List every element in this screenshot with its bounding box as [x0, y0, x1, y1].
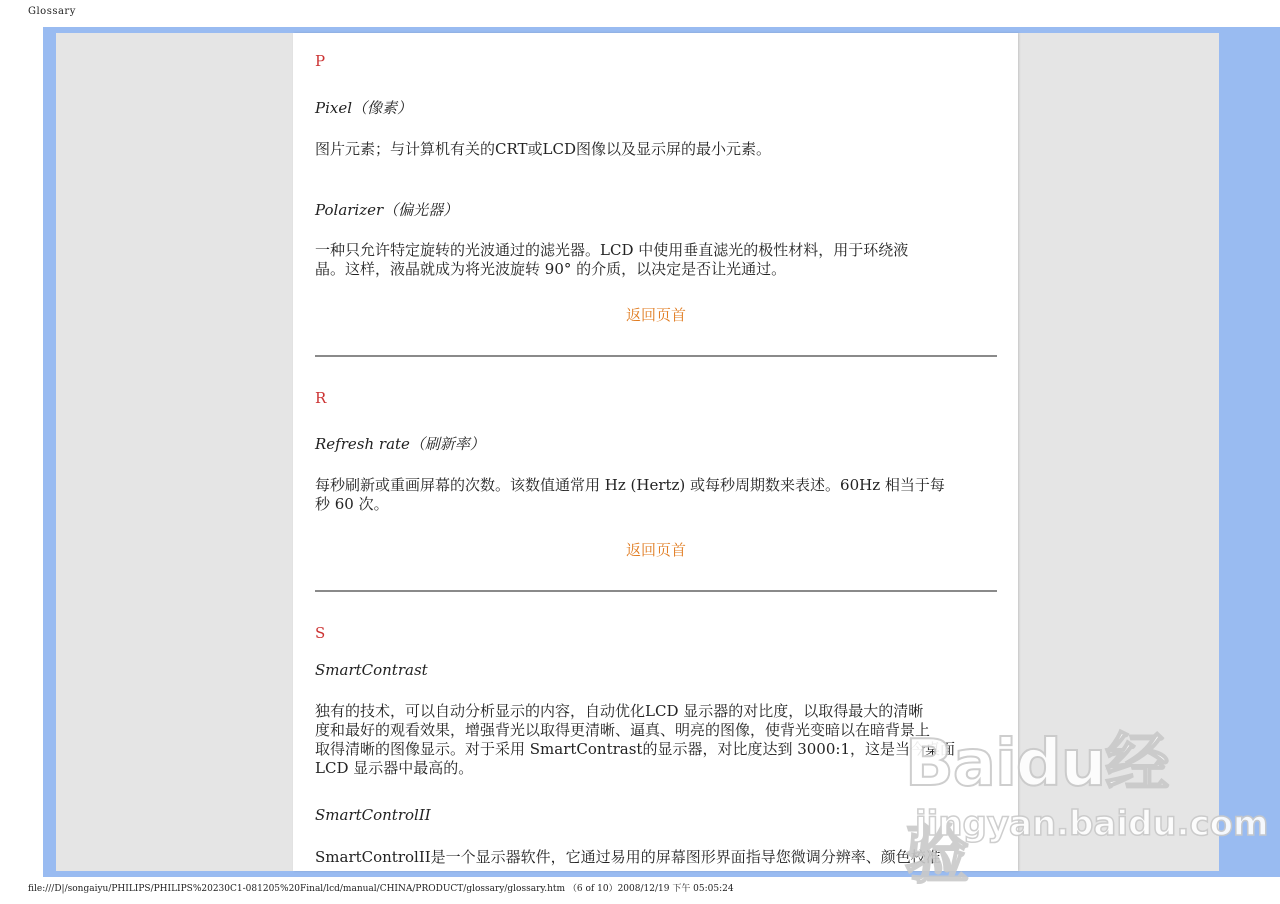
section-letter-p: P	[315, 52, 326, 70]
term-polarizer: Polarizer（偏光器）	[315, 201, 459, 219]
desc-line: 秒 60 次。	[315, 495, 389, 513]
section-letter-s: S	[315, 624, 326, 642]
print-footer: file:///D|/songaiyu/PHILIPS/PHILIPS%20230C1-081205%20Final/lcd/manual/CHINA/PRODUCT/glossary/glossary.htm （6 of 10）2008/12/19 下午 05:05:24	[28, 884, 734, 894]
desc-refresh-rate	[315, 476, 997, 514]
desc-line: 每秒刷新或重画屏幕的次数。该数值通常用 Hz (Hertz) 或每秒周期数来表述。60Hz 相当于每	[315, 476, 945, 494]
desc-line: LCD 显示器中最高的。	[315, 759, 474, 777]
term-smartcontrast: SmartContrast	[315, 661, 428, 679]
term-refresh-rate: Refresh rate（刷新率）	[315, 435, 485, 453]
desc-line: 晶。这样，液晶就成为将光波旋转 90° 的介质，以决定是否让光通过。	[315, 260, 787, 278]
desc-pixel	[315, 140, 997, 159]
term-smartcontrolii: SmartControlII	[315, 806, 431, 824]
desc-polarizer	[315, 241, 997, 279]
watermark-main-text: Baidu经验	[905, 727, 1169, 893]
divider	[315, 590, 997, 592]
desc-line: SmartControlII是一个显示器软件，它通过易用的屏幕图形界面指导您微调分辨率、颜色校准	[315, 848, 941, 866]
back-to-top-link[interactable]: 返回页首	[625, 541, 686, 559]
desc-line: 图片元素；与计算机有关的CRT或LCD图像以及显示屏的最小元素。	[315, 140, 771, 158]
desc-line: 一种只允许特定旋转的光波通过的滤光器。LCD 中使用垂直滤光的极性材料，用于环绕液	[315, 241, 909, 259]
desc-line: 独有的技术，可以自动分析显示的内容，自动优化LCD 显示器的对比度，以取得最大的清晰	[315, 702, 924, 720]
term-pixel: Pixel（像素）	[315, 99, 413, 117]
glossary-content[interactable]	[293, 33, 1018, 871]
back-to-top-link[interactable]: 返回页首	[625, 306, 686, 324]
desc-line: 度和最好的观看效果，增强背光以取得更清晰、逼真、明亮的图像，使背光变暗以在暗背景上	[315, 721, 931, 739]
divider	[315, 355, 997, 357]
print-header: Glossary	[28, 6, 76, 17]
watermark-sub-text: jingyan.baidu.com	[915, 804, 1269, 844]
desc-line: 取得清晰的图像显示。对于采用 SmartContrast的显示器，对比度达到 3000:1，这是当今桌面	[315, 740, 955, 758]
section-letter-r: R	[315, 389, 327, 407]
desc-smartcontrolii	[315, 848, 997, 867]
desc-smartcontrast	[315, 702, 997, 778]
